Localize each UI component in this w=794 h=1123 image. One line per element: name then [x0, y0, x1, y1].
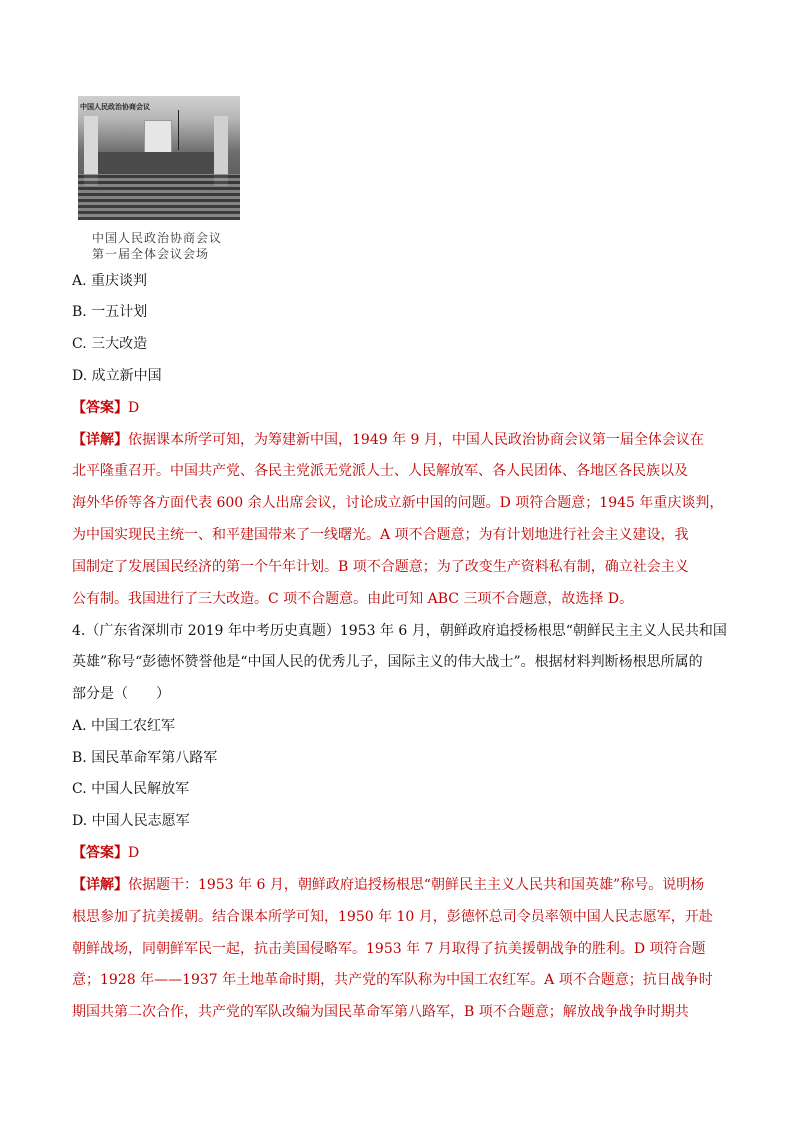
q4-answer	[72, 843, 732, 863]
q4-option-d: D. 中国人民志愿军	[72, 813, 190, 829]
answer-label: 【答案】	[72, 845, 128, 861]
q3-option-d: D. 成立新中国	[72, 368, 162, 384]
q4-option-c: C. 中国人民解放军	[72, 781, 190, 797]
q3-detail-line-6: 公有制。我国进行了三大改造。C 项不合题意。由此可知 ABC 三项不合题意，故选择 D。	[72, 591, 634, 607]
q3-option-a: A. 重庆谈判	[72, 273, 148, 289]
q3-answer	[72, 398, 732, 418]
q4-stem-line-3: 部分是（ ）	[72, 686, 170, 702]
audience-rows	[78, 174, 240, 220]
answer-value: D	[128, 400, 140, 416]
q3-detail-line-3: 海外华侨等各方面代表 600 余人出席会议，讨论成立新中国的问题。D 项符合题意；1945 年重庆谈判，	[72, 495, 724, 511]
q4-stem-line-2: 英雄”称号“彭德怀赞誉他是“中国人民的优秀儿子，国际主义的伟大战士”。根据材料判断杨根思所属的	[72, 654, 703, 670]
q4-stem-line-1: 4.（广东省深圳市 2019 年中考历史真题）1953 年 6 月，朝鲜政府追授杨根思“朝鲜民主主义人民共和国	[72, 623, 727, 639]
q4-option-b: B. 国民革命军第八路军	[72, 750, 218, 766]
q4-detail-line-5: 期国共第二次合作，共产党的军队改编为国民革命军第八路军，B 项不合题意；解放战争战争时期共	[72, 1004, 689, 1020]
q4-detail-line-4: 意；1928 年——1937 年土地革命时期，共产党的军队称为中国工农红军。A 项不合题意；抗日战争时	[72, 972, 713, 988]
q3-detail-line-1: 【详解】依据课本所学可知，为筹建新中国，1949 年 9 月，中国人民政治协商会议第一届全体会议在	[72, 432, 704, 448]
answer-label: 【答案】	[72, 400, 128, 416]
q3-detail-line-5: 国制定了发展国民经济的第一个午年计划。B 项不合题意；为了改变生产资料私有制，确立社会主义	[72, 559, 689, 575]
rostrum	[98, 152, 214, 174]
photo-banner-text: 中国人民政治协商会议	[80, 103, 150, 111]
photo-caption: 中国人民政治协商会议 第一届全体会议会场	[92, 231, 223, 261]
q3-detail-line-2: 北平隆重召开。中国共产党、各民主党派无党派人士、人民解放军、各人民团体、各地区各民族以及	[72, 463, 688, 479]
q4-detail-line-3: 朝鲜战场，同朝鲜军民一起，抗击美国侵略军。1953 年 7 月取得了抗美援朝战争的胜利。D 项符合题	[72, 941, 706, 957]
q3-option-b: B. 一五计划	[72, 304, 148, 320]
detail-label: 【详解】	[72, 432, 128, 448]
q4-option-a: A. 中国工农红军	[72, 718, 176, 734]
q4-detail-line-2: 根思参加了抗美援朝。结合课本所学可知，1950 年 10 月，彭德怀总司令员率领中国人民志愿军，开赴	[72, 909, 713, 925]
answer-value: D	[128, 845, 140, 861]
detail-label: 【详解】	[72, 877, 128, 893]
cppcc-meeting-photo	[78, 96, 240, 220]
q3-detail-line-4: 为中国实现民主统一、和平建国带来了一线曙光。A 项不合题意；为有计划地进行社会主义建设，我	[72, 527, 689, 543]
q3-option-c: C. 三大改造	[72, 336, 148, 352]
q4-detail-line-1: 【详解】依据题干：1953 年 6 月，朝鲜政府追授杨根思“朝鲜民主主义人民共和国英雄”称号。说明杨	[72, 877, 705, 893]
portrait-icon	[144, 120, 172, 154]
